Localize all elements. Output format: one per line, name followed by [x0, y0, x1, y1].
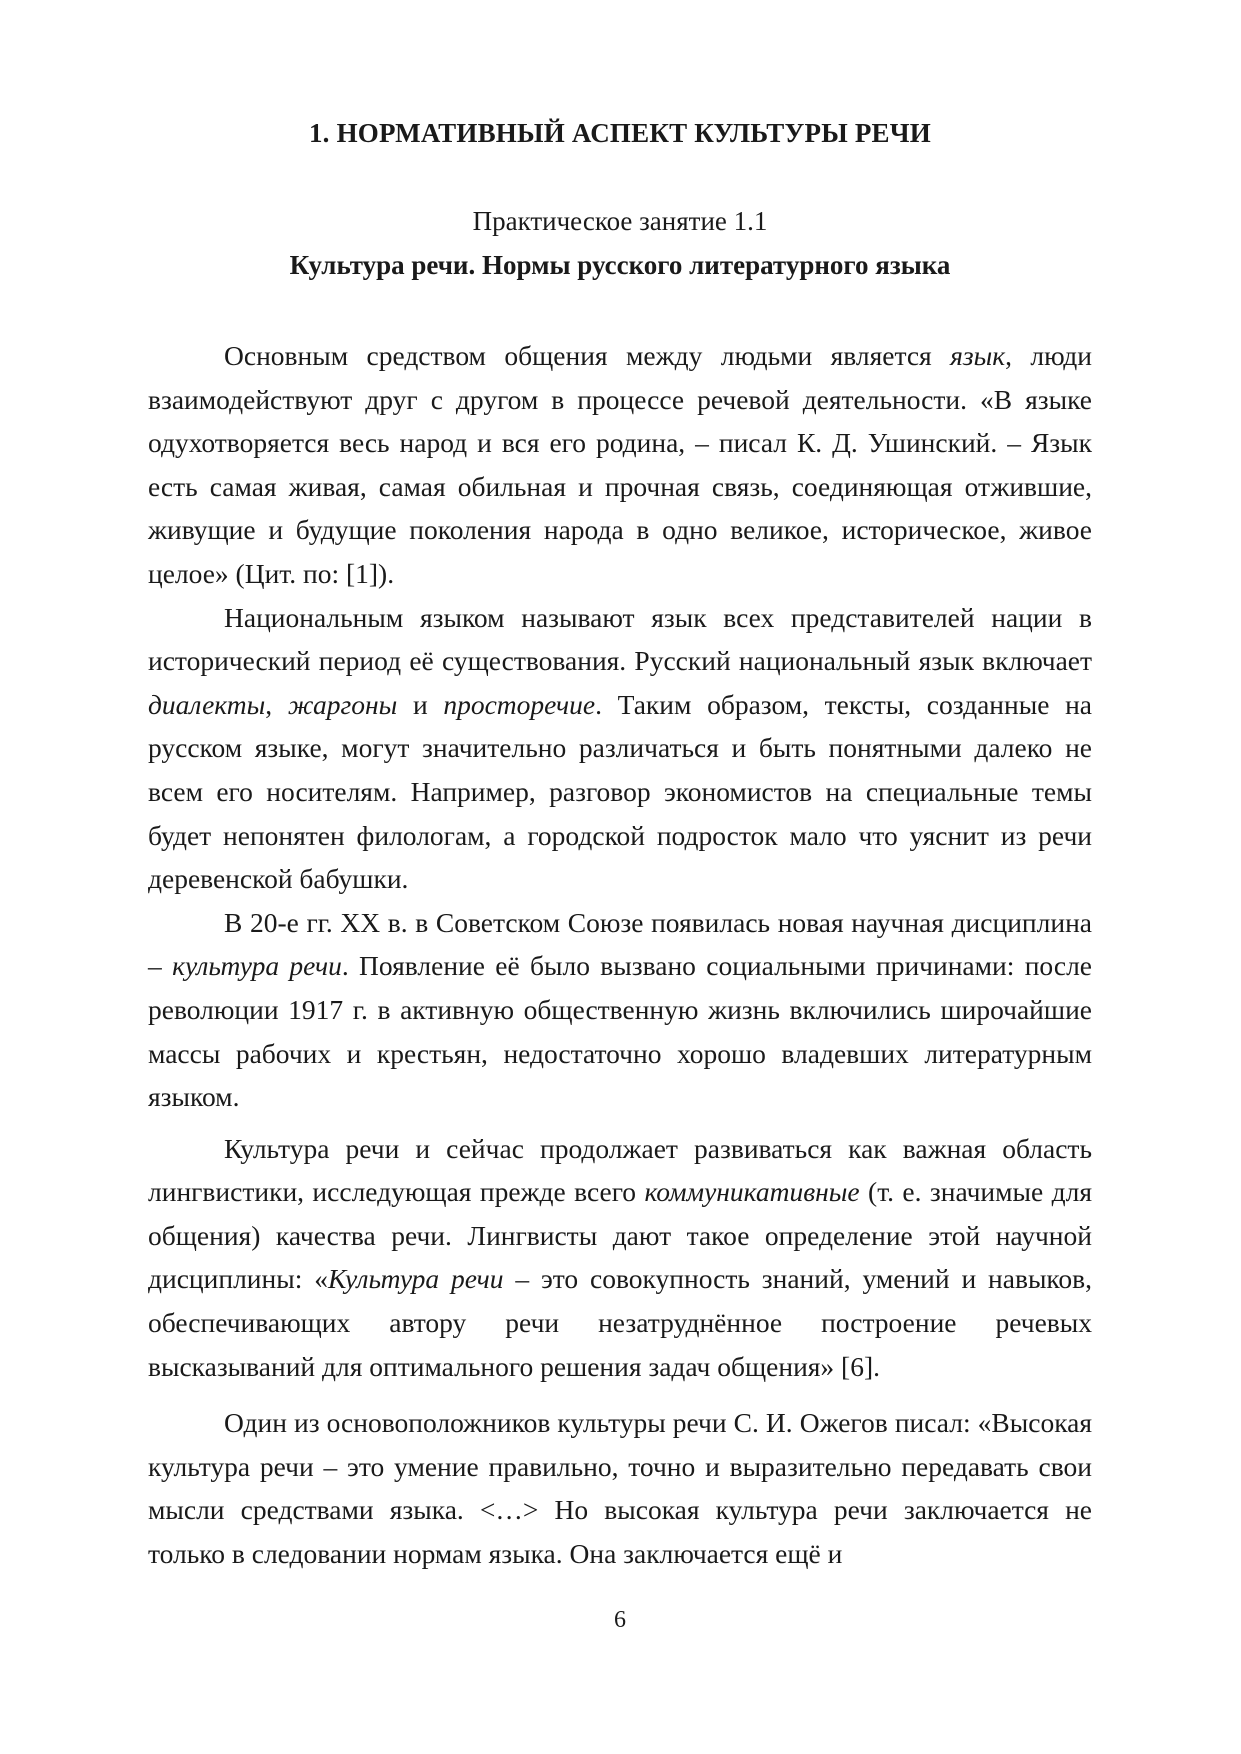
text-run: . Таким образом, тексты, созданные на русском языке, могут значительно различаться и быть понятными далеко не всем его носителям. Например, разговор экономистов на специальные темы будет непонятен филологам, а городской подросток мало что уяснит из речи деревенской бабушки. [148, 688, 1092, 895]
paragraph [148, 1127, 1092, 1389]
text-run: – это совокупность знаний, умений и навыков, обеспечивающих автору речи незатруднённое построение речевых высказываний для оптимального решения задач общения» [6]. [148, 1263, 1092, 1382]
document-page [148, 0, 1092, 1754]
text-run: В 20-е гг. XX в. в Советском Союзе появилась новая научная дисциплина – [148, 906, 1092, 982]
text-run: Национальным языком называют язык всех представителей нации в исторический период её существования. Русский национальный язык включает [148, 601, 1092, 677]
paragraph [148, 901, 1092, 1119]
italic-term: просторечие [443, 688, 596, 720]
paragraph [148, 596, 1092, 901]
text-run: . Появление её было вызвано социальными причинами: после революции 1917 г. в активную общественную жизнь включились широчайшие массы рабочих и крестьян, недостаточно хорошо владевших литературным языком. [148, 950, 1092, 1113]
text-run: Один из основоположников культуры речи С. И. Ожегов писал: «Высокая культура речи – это умение правильно, точно и выразительно передавать свои мысли средствами языка. <…> Но высокая культура речи заключается не только в следовании нормам языка. Она заключается ещё и [148, 1407, 1092, 1570]
italic-term: жаргоны [287, 688, 398, 720]
italic-term: язык [950, 340, 1006, 371]
text-run: (т. е. значимые для общения) качества речи. Лингвисты дают такое определение этой научной дисциплины: « [148, 1176, 1092, 1295]
italic-term: диалекты [148, 688, 266, 720]
page-number: 6 [614, 1607, 626, 1633]
italic-term: Культура речи [327, 1263, 504, 1295]
italic-term: коммуникативные [644, 1176, 860, 1208]
italic-term: культура речи [172, 950, 342, 982]
text-run: Культура речи и сейчас продолжает развиваться как важная область лингвистики, исследующая прежде всего [148, 1132, 1092, 1208]
text-run: , люди взаимодействуют друг с другом в процессе речевой деятельности. «В языке одухотворяется весь народ и вся его родина, – писал К. Д. Ушинский. – Язык есть самая живая, самая обильная и прочная связь, соединяющая отжившие, живущие и будущие поколения народа в одно великое, историческое, живое целое» (Цит. по: [1]). [148, 340, 1092, 589]
text-run: , [265, 688, 288, 720]
paragraph [148, 334, 1092, 596]
lesson-title: Культура речи. Нормы русского литературного языка [289, 250, 951, 280]
lesson-number: Практическое занятие 1.1 [472, 206, 768, 236]
text-run: и [397, 688, 444, 720]
body-text [148, 334, 1092, 1576]
text-run: Основным средством общения между людьми является [224, 340, 951, 371]
chapter-title: 1. НОРМАТИВНЫЙ АСПЕКТ КУЛЬТУРЫ РЕЧИ [308, 118, 931, 148]
paragraph [148, 1401, 1092, 1575]
